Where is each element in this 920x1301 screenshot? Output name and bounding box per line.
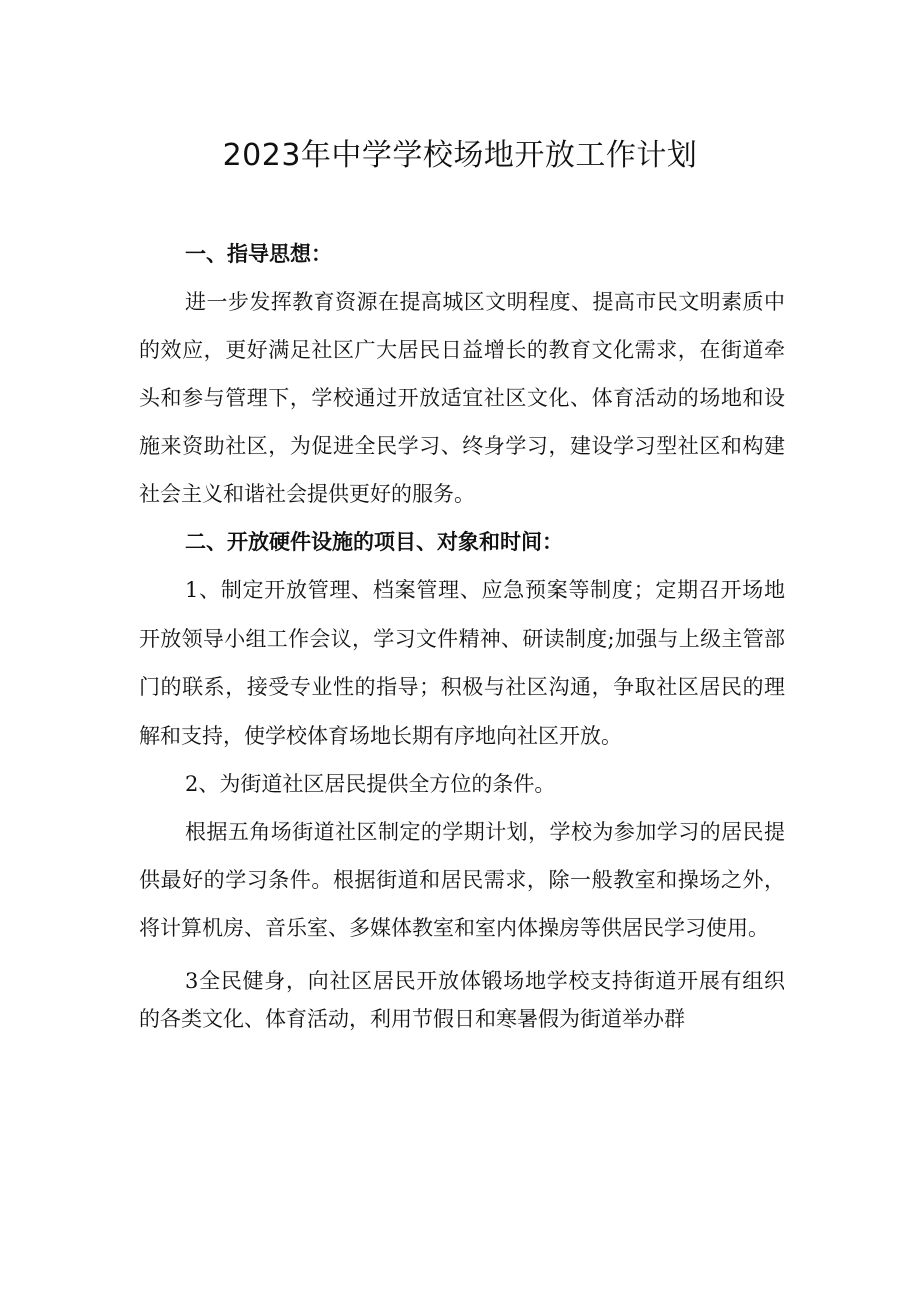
paragraph-learning-conditions: 根据五角场街道社区制定的学期计划，学校为参加学习的居民提供最好的学习条件。根据街道和居民需求，除一般教室和操场之外，将计算机房、音乐室、多媒体教室和室内体操房等供居民学习使用。 bbox=[139, 820, 785, 941]
document-body bbox=[139, 230, 785, 1038]
paragraph-guiding-thought: 进一步发挥教育资源在提高城区文明程度、提高市民文明素质中的效应，更好满足社区广大居民日益增长的教育文化需求，在街道牵头和参与管理下，学校通过开放适宜社区文化、体育活动的场地和设施来资助社区，为促进全民学习、终身学习，建设学习型社区和构建社会主义和谐社会提供更好的服务。 bbox=[139, 290, 785, 506]
paragraph-item-2: 2、为街道社区居民提供全方位的条件。 bbox=[185, 772, 556, 797]
section-heading-guiding-thought: 一、指导思想： bbox=[185, 242, 332, 266]
document-title: 2023年中学学校场地开放工作计划 bbox=[222, 138, 698, 173]
section-heading-open-facilities: 二、开放硬件设施的项目、对象和时间： bbox=[185, 530, 563, 554]
paragraph-item-1: 1、制定开放管理、档案管理、应急预案等制度；定期召开场地开放领导小组工作会议，学习文件精神、研读制度;加强与上级主管部门的联系，接受专业性的指导；积极与社区沟通，争取社区居民的理解和支持，使学校体育场地长期有序地向社区开放。 bbox=[139, 578, 785, 748]
paragraph-item-3: 3全民健身，向社区居民开放体锻场地学校支持街道开展有组织的各类文化、体育活动，利用节假日和寒暑假为街道举办群 bbox=[139, 969, 785, 1032]
